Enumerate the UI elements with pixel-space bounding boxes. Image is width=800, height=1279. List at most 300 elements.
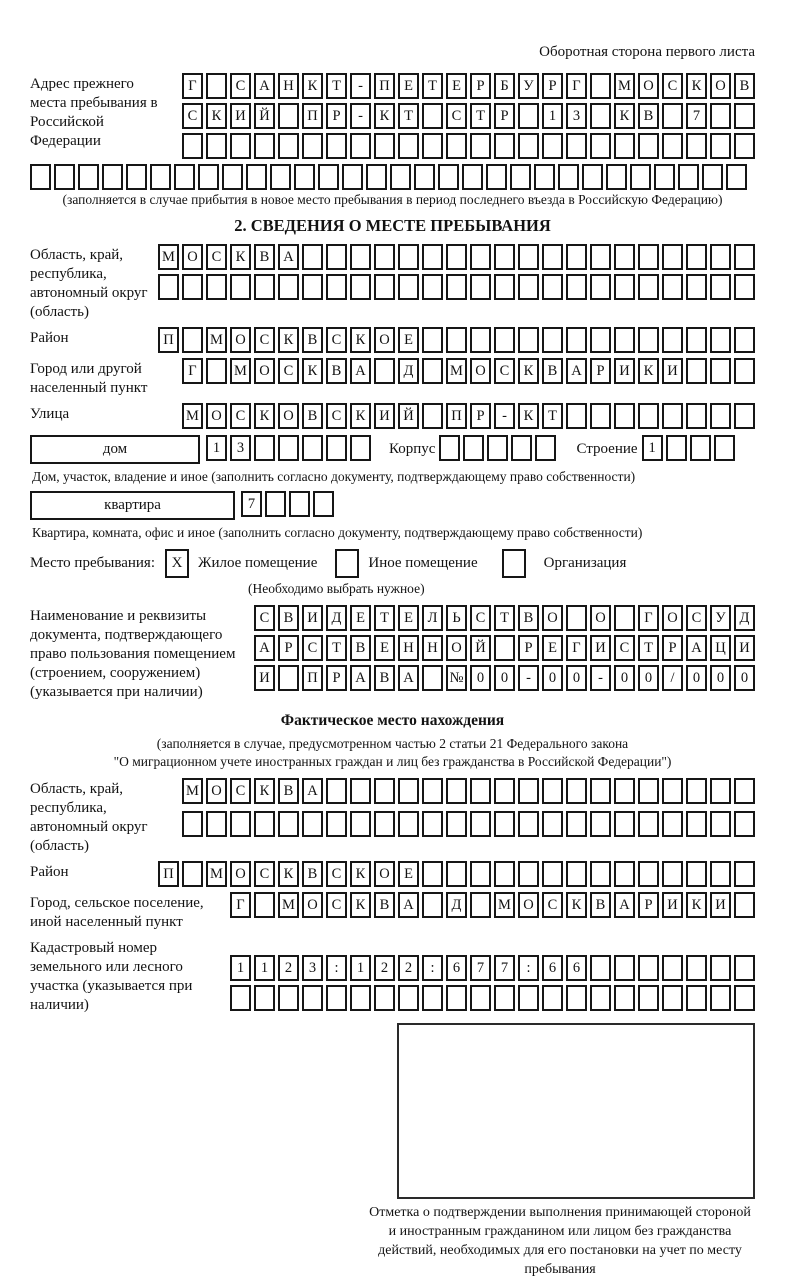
char-cell[interactable]: Г [182,358,203,384]
char-cell[interactable] [374,358,395,384]
char-cell[interactable]: Е [350,605,371,631]
char-cell[interactable] [710,358,731,384]
char-cell[interactable] [278,103,299,129]
char-cell[interactable] [446,274,467,300]
char-cell[interactable]: 0 [566,665,587,691]
char-cell[interactable]: П [302,103,323,129]
char-cell[interactable] [566,403,587,429]
char-cell[interactable] [350,778,371,804]
char-cell[interactable] [511,435,532,461]
char-cell[interactable]: С [254,605,275,631]
char-cell[interactable] [278,985,299,1011]
char-cell[interactable] [518,274,539,300]
char-cell[interactable]: Р [470,73,491,99]
char-cell[interactable] [422,861,443,887]
char-cell[interactable]: Д [326,605,347,631]
char-cell[interactable]: Н [278,73,299,99]
char-cell[interactable]: К [518,403,539,429]
char-cell[interactable] [494,811,515,837]
char-cell[interactable]: А [350,665,371,691]
char-cell[interactable]: С [470,605,491,631]
char-cell[interactable]: 0 [470,665,491,691]
char-cell[interactable]: О [374,861,395,887]
char-cell[interactable]: М [446,358,467,384]
char-cell[interactable] [222,164,243,190]
char-cell[interactable] [710,244,731,270]
char-cell[interactable]: С [206,244,227,270]
char-cell[interactable]: А [686,635,707,661]
char-cell[interactable]: К [374,103,395,129]
char-cell[interactable] [302,274,323,300]
char-cell[interactable] [734,955,755,981]
char-cell[interactable]: И [230,103,251,129]
char-cell[interactable]: О [710,73,731,99]
char-cell[interactable]: 3 [302,955,323,981]
char-cell[interactable] [686,133,707,159]
char-cell[interactable] [542,811,563,837]
char-cell[interactable] [662,778,683,804]
char-cell[interactable]: 0 [710,665,731,691]
char-cell[interactable] [590,861,611,887]
char-cell[interactable]: В [542,358,563,384]
char-cell[interactable] [198,164,219,190]
char-cell[interactable]: О [182,244,203,270]
char-cell[interactable] [734,892,755,918]
char-cell[interactable] [686,358,707,384]
char-cell[interactable] [374,274,395,300]
char-cell[interactable] [230,274,251,300]
char-cell[interactable] [558,164,579,190]
char-cell[interactable] [422,274,443,300]
char-cell[interactable] [662,985,683,1011]
char-cell[interactable]: И [662,358,683,384]
char-cell[interactable]: О [542,605,563,631]
char-cell[interactable] [494,133,515,159]
char-cell[interactable] [734,103,755,129]
char-cell[interactable] [302,133,323,159]
char-cell[interactable] [278,435,299,461]
char-cell[interactable] [710,861,731,887]
char-cell[interactable] [182,811,203,837]
char-cell[interactable] [614,605,635,631]
char-cell[interactable]: - [590,665,611,691]
char-cell[interactable] [422,358,443,384]
char-cell[interactable]: К [302,73,323,99]
char-cell[interactable] [470,985,491,1011]
char-cell[interactable] [494,861,515,887]
char-cell[interactable] [494,985,515,1011]
char-cell[interactable]: К [278,861,299,887]
char-cell[interactable] [326,133,347,159]
char-cell[interactable] [638,861,659,887]
char-cell[interactable] [614,985,635,1011]
char-cell[interactable] [254,811,275,837]
char-cell[interactable]: Й [398,403,419,429]
char-cell[interactable] [614,778,635,804]
char-cell[interactable] [398,133,419,159]
char-cell[interactable] [494,274,515,300]
char-cell[interactable]: К [350,892,371,918]
char-cell[interactable] [446,861,467,887]
char-cell[interactable] [638,133,659,159]
char-cell[interactable] [494,635,515,661]
char-cell[interactable] [518,811,539,837]
char-cell[interactable] [590,955,611,981]
char-cell[interactable] [690,435,711,461]
char-cell[interactable]: П [374,73,395,99]
char-cell[interactable]: С [542,892,563,918]
char-cell[interactable] [206,73,227,99]
char-cell[interactable] [662,133,683,159]
char-cell[interactable] [638,244,659,270]
char-cell[interactable] [542,985,563,1011]
char-cell[interactable] [182,274,203,300]
char-cell[interactable] [102,164,123,190]
char-cell[interactable] [518,985,539,1011]
char-cell[interactable] [254,892,275,918]
char-cell[interactable]: А [398,665,419,691]
char-cell[interactable]: В [518,605,539,631]
char-cell[interactable] [590,133,611,159]
char-cell[interactable]: А [278,244,299,270]
char-cell[interactable]: О [206,403,227,429]
char-cell[interactable] [470,274,491,300]
char-cell[interactable] [590,327,611,353]
char-cell[interactable]: С [446,103,467,129]
char-cell[interactable] [542,861,563,887]
char-cell[interactable]: С [278,358,299,384]
char-cell[interactable] [534,164,555,190]
char-cell[interactable] [246,164,267,190]
char-cell[interactable] [446,244,467,270]
char-cell[interactable] [710,103,731,129]
char-cell[interactable] [590,778,611,804]
char-cell[interactable]: О [662,605,683,631]
char-cell[interactable]: Н [398,635,419,661]
char-cell[interactable]: П [446,403,467,429]
char-cell[interactable]: 1 [206,435,227,461]
char-cell[interactable]: Г [638,605,659,631]
char-cell[interactable]: С [230,73,251,99]
char-cell[interactable]: К [254,403,275,429]
char-cell[interactable]: О [254,358,275,384]
char-cell[interactable] [206,133,227,159]
char-cell[interactable]: Р [590,358,611,384]
char-cell[interactable]: В [374,892,395,918]
char-cell[interactable] [734,985,755,1011]
char-cell[interactable] [662,955,683,981]
char-cell[interactable] [366,164,387,190]
char-cell[interactable]: Д [446,892,467,918]
apartment-type-field[interactable]: квартира [30,491,235,520]
char-cell[interactable] [710,778,731,804]
char-cell[interactable] [398,985,419,1011]
char-cell[interactable]: А [614,892,635,918]
char-cell[interactable] [710,133,731,159]
char-cell[interactable] [494,327,515,353]
checkbox-inoe[interactable] [335,549,359,578]
char-cell[interactable] [614,133,635,159]
char-cell[interactable]: С [614,635,635,661]
char-cell[interactable]: К [686,73,707,99]
char-cell[interactable]: С [326,403,347,429]
char-cell[interactable]: 1 [542,103,563,129]
char-cell[interactable]: Е [398,327,419,353]
char-cell[interactable] [206,811,227,837]
char-cell[interactable] [438,164,459,190]
char-cell[interactable]: Е [398,605,419,631]
char-cell[interactable] [662,274,683,300]
char-cell[interactable] [590,985,611,1011]
char-cell[interactable]: В [638,103,659,129]
char-cell[interactable] [638,955,659,981]
char-cell[interactable] [302,244,323,270]
char-cell[interactable]: 3 [230,435,251,461]
char-cell[interactable]: 2 [398,955,419,981]
char-cell[interactable] [350,274,371,300]
char-cell[interactable]: Р [470,403,491,429]
char-cell[interactable]: С [302,635,323,661]
char-cell[interactable]: О [590,605,611,631]
char-cell[interactable] [422,778,443,804]
char-cell[interactable] [662,244,683,270]
char-cell[interactable]: М [206,327,227,353]
char-cell[interactable]: Д [734,605,755,631]
char-cell[interactable] [182,861,203,887]
char-cell[interactable]: С [254,327,275,353]
char-cell[interactable] [734,133,755,159]
char-cell[interactable] [566,327,587,353]
char-cell[interactable] [470,892,491,918]
char-cell[interactable] [638,403,659,429]
char-cell[interactable] [350,985,371,1011]
char-cell[interactable]: С [686,605,707,631]
char-cell[interactable]: Р [278,635,299,661]
char-cell[interactable]: В [254,244,275,270]
char-cell[interactable] [182,133,203,159]
char-cell[interactable]: - [518,665,539,691]
char-cell[interactable] [446,985,467,1011]
char-cell[interactable]: М [278,892,299,918]
char-cell[interactable] [350,133,371,159]
char-cell[interactable] [686,861,707,887]
char-cell[interactable]: И [734,635,755,661]
char-cell[interactable] [78,164,99,190]
char-cell[interactable] [374,244,395,270]
char-cell[interactable]: 2 [374,955,395,981]
char-cell[interactable] [494,778,515,804]
char-cell[interactable] [422,327,443,353]
char-cell[interactable] [590,811,611,837]
char-cell[interactable]: В [278,605,299,631]
char-cell[interactable] [638,985,659,1011]
char-cell[interactable]: О [278,403,299,429]
char-cell[interactable]: В [326,358,347,384]
char-cell[interactable]: О [446,635,467,661]
char-cell[interactable] [734,403,755,429]
char-cell[interactable]: С [326,861,347,887]
char-cell[interactable] [230,133,251,159]
char-cell[interactable] [422,892,443,918]
char-cell[interactable] [638,327,659,353]
char-cell[interactable]: В [278,778,299,804]
char-cell[interactable]: О [374,327,395,353]
char-cell[interactable] [398,811,419,837]
char-cell[interactable]: Г [182,73,203,99]
char-cell[interactable] [638,274,659,300]
char-cell[interactable]: Е [374,635,395,661]
char-cell[interactable]: № [446,665,467,691]
char-cell[interactable] [182,327,203,353]
char-cell[interactable]: 7 [494,955,515,981]
char-cell[interactable]: С [662,73,683,99]
char-cell[interactable] [278,811,299,837]
char-cell[interactable]: Л [422,605,443,631]
char-cell[interactable]: Г [566,73,587,99]
char-cell[interactable] [302,985,323,1011]
char-cell[interactable] [350,244,371,270]
char-cell[interactable]: К [566,892,587,918]
char-cell[interactable] [390,164,411,190]
char-cell[interactable] [518,861,539,887]
char-cell[interactable] [614,403,635,429]
char-cell[interactable]: Н [422,635,443,661]
char-cell[interactable] [470,778,491,804]
char-cell[interactable]: С [494,358,515,384]
char-cell[interactable] [686,403,707,429]
char-cell[interactable]: В [302,327,323,353]
char-cell[interactable] [710,274,731,300]
char-cell[interactable] [126,164,147,190]
char-cell[interactable] [206,358,227,384]
char-cell[interactable] [518,778,539,804]
char-cell[interactable]: В [302,403,323,429]
char-cell[interactable] [398,274,419,300]
char-cell[interactable] [535,435,556,461]
char-cell[interactable]: Й [254,103,275,129]
char-cell[interactable] [422,403,443,429]
char-cell[interactable]: Й [470,635,491,661]
char-cell[interactable]: У [518,73,539,99]
char-cell[interactable] [446,778,467,804]
char-cell[interactable]: К [302,358,323,384]
char-cell[interactable] [326,985,347,1011]
char-cell[interactable]: С [326,327,347,353]
char-cell[interactable]: С [326,892,347,918]
char-cell[interactable]: И [614,358,635,384]
checkbox-organizacia[interactable] [502,549,526,578]
char-cell[interactable] [30,164,51,190]
char-cell[interactable]: А [254,635,275,661]
char-cell[interactable] [150,164,171,190]
char-cell[interactable] [470,861,491,887]
char-cell[interactable] [470,327,491,353]
char-cell[interactable] [414,164,435,190]
char-cell[interactable] [566,244,587,270]
char-cell[interactable] [734,327,755,353]
char-cell[interactable]: 6 [542,955,563,981]
char-cell[interactable]: П [158,327,179,353]
char-cell[interactable] [662,327,683,353]
char-cell[interactable]: Е [398,861,419,887]
char-cell[interactable]: О [518,892,539,918]
char-cell[interactable] [686,778,707,804]
char-cell[interactable] [518,103,539,129]
char-cell[interactable]: 7 [241,491,262,517]
char-cell[interactable]: М [494,892,515,918]
char-cell[interactable] [230,985,251,1011]
char-cell[interactable]: Р [326,665,347,691]
char-cell[interactable]: В [302,861,323,887]
char-cell[interactable] [470,244,491,270]
char-cell[interactable]: А [254,73,275,99]
char-cell[interactable]: Е [542,635,563,661]
char-cell[interactable]: 0 [542,665,563,691]
char-cell[interactable] [462,164,483,190]
char-cell[interactable]: К [686,892,707,918]
char-cell[interactable]: Р [542,73,563,99]
char-cell[interactable] [398,244,419,270]
char-cell[interactable] [542,274,563,300]
char-cell[interactable]: 6 [446,955,467,981]
char-cell[interactable] [710,811,731,837]
char-cell[interactable] [270,164,291,190]
char-cell[interactable]: К [278,327,299,353]
char-cell[interactable]: А [302,778,323,804]
char-cell[interactable] [614,244,635,270]
char-cell[interactable]: 0 [734,665,755,691]
char-cell[interactable]: В [350,635,371,661]
house-type-field[interactable]: дом [30,435,200,464]
char-cell[interactable] [446,811,467,837]
char-cell[interactable] [566,985,587,1011]
char-cell[interactable] [326,435,347,461]
char-cell[interactable]: К [254,778,275,804]
char-cell[interactable]: О [230,861,251,887]
char-cell[interactable] [278,274,299,300]
char-cell[interactable] [422,133,443,159]
checkbox-zhiloe[interactable]: X [165,549,189,578]
char-cell[interactable]: М [230,358,251,384]
char-cell[interactable]: К [350,403,371,429]
char-cell[interactable] [686,811,707,837]
char-cell[interactable] [734,861,755,887]
char-cell[interactable] [302,435,323,461]
char-cell[interactable] [422,244,443,270]
char-cell[interactable] [654,164,675,190]
char-cell[interactable] [542,327,563,353]
char-cell[interactable] [463,435,484,461]
char-cell[interactable] [230,811,251,837]
char-cell[interactable] [686,985,707,1011]
char-cell[interactable] [374,985,395,1011]
char-cell[interactable] [566,811,587,837]
char-cell[interactable] [518,244,539,270]
char-cell[interactable] [446,327,467,353]
char-cell[interactable]: М [182,778,203,804]
char-cell[interactable] [726,164,747,190]
char-cell[interactable] [289,491,310,517]
char-cell[interactable] [254,985,275,1011]
char-cell[interactable] [326,778,347,804]
char-cell[interactable]: М [182,403,203,429]
char-cell[interactable] [590,274,611,300]
char-cell[interactable] [566,605,587,631]
char-cell[interactable] [302,811,323,837]
char-cell[interactable]: И [302,605,323,631]
char-cell[interactable]: 0 [494,665,515,691]
char-cell[interactable] [686,244,707,270]
